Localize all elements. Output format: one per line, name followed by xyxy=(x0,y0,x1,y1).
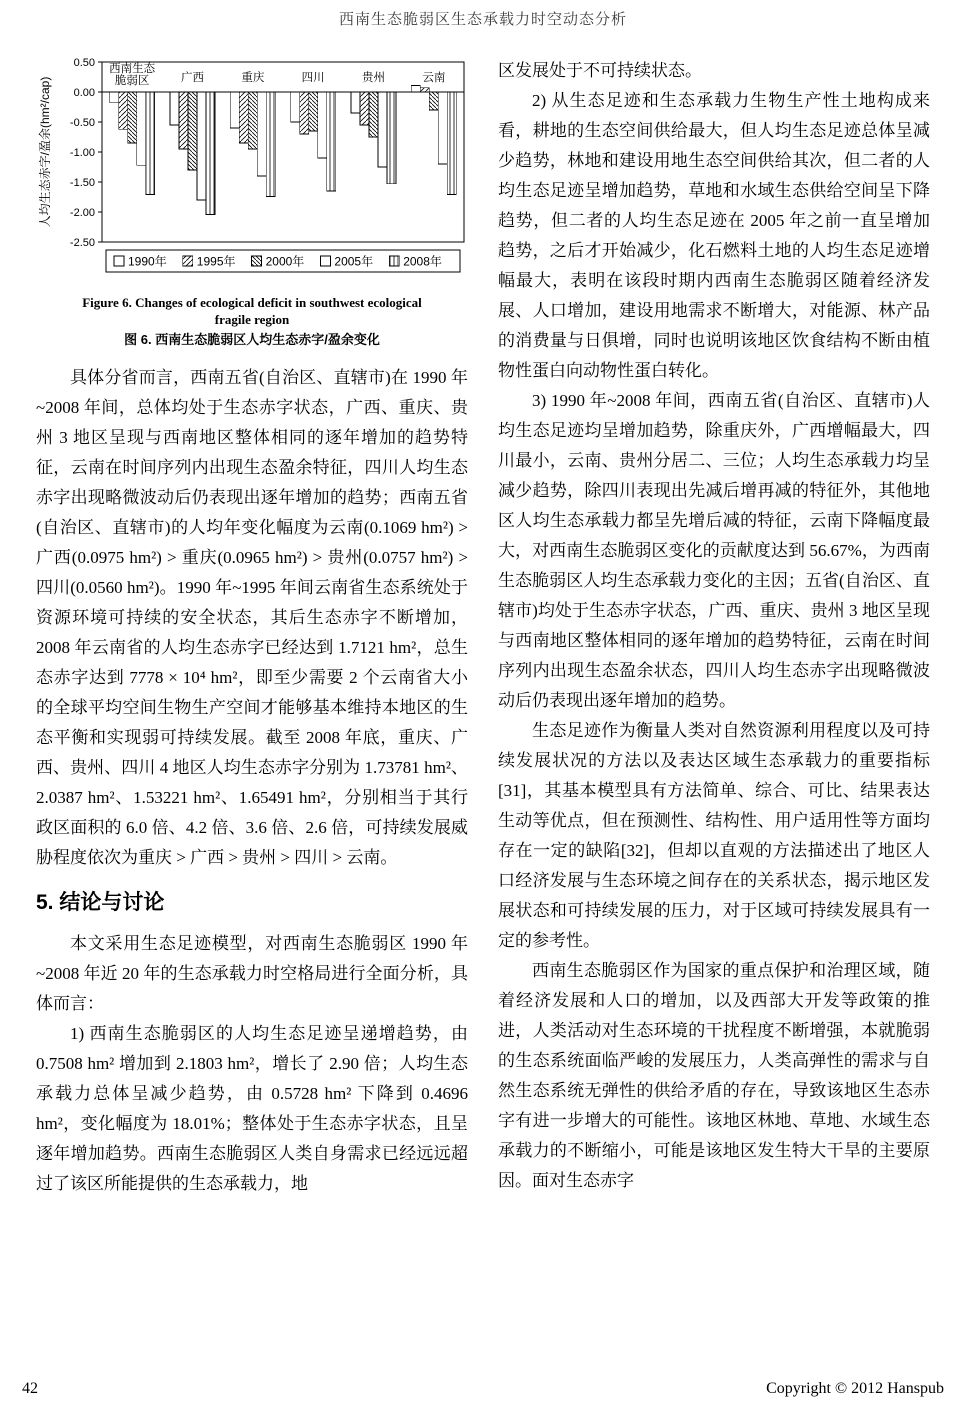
two-column-content xyxy=(36,56,930,1199)
figure-caption-zh: 图 6. 西南生态脆弱区人均生态赤字/盈余变化 xyxy=(124,332,380,347)
svg-text:2008年: 2008年 xyxy=(403,254,442,269)
right-column xyxy=(498,56,930,1199)
paragraph-region-discussion: 西南生态脆弱区作为国家的重点保护和治理区域，随着经济发展和人口的增加，以及西部大开发等政策的推进，人类活动对生态环境的干扰程度不断增强，本就脆弱的生态系统面临严峻的发展压力，人类高弹性的需求与自然生态系统无弹性的供给矛盾的存在，导致该地区生态赤字有进一步增大的可能性。该地区林地、草地、水域生态承载力的不断缩小，可能是该地区发生特大干旱的主要原因。面对生态赤字 xyxy=(498,961,930,1190)
page-number: 42 xyxy=(22,1380,38,1397)
svg-text:贵州: 贵州 xyxy=(362,72,385,84)
figure-caption-en-line1: Figure 6. Changes of ecological deficit in southwest ecological xyxy=(82,295,422,310)
svg-text:-2.00: -2.00 xyxy=(69,207,95,219)
svg-text:云南: 云南 xyxy=(422,72,446,84)
svg-text:-2.50: -2.50 xyxy=(69,237,95,249)
figure6-block xyxy=(36,56,468,349)
figure6-chart xyxy=(36,56,470,288)
paragraph-conclusion-1-continued: 区发展处于不可持续状态。 xyxy=(498,61,702,80)
paragraph-footprint-discussion: 生态足迹作为衡量人类对自然资源利用程度以及可持续发展状况的方法以及表达区域生态承载力的重要指标[31]，其基本模型具有方法简单、综合、可比、结果表达生动等优点，但在预测性、结构性、用户适用性等方面均存在一定的缺陷[32]，但却以直观的方法描述出了地区人口经济发展与生态环境之间存在的关系状态，揭示地区发展状态和可持续发展的压力，对于区域可持续发展具有一定的参考性。 xyxy=(498,721,930,950)
paragraph-conclusion-1: 1) 西南生态脆弱区的人均生态足迹呈递增趋势，由 0.7508 hm² 增加到 2.1803 hm²，增长了 2.90 倍；人均生态承载力总体呈减少趋势，由 0.5728 hm² 下降到 0.4696 hm²，变化幅度为 18.01%；整体处于生态赤字状态，且呈逐年增加趋势。西南生态脆弱区人类自身需求已经远远超过了该区所能提供的生态承载力，地 xyxy=(36,1024,468,1193)
figure6-caption xyxy=(36,294,468,349)
figure-caption-en-line2: fragile region xyxy=(214,312,290,327)
bar-chart-svg xyxy=(36,56,470,278)
svg-text:2005年: 2005年 xyxy=(334,254,374,269)
svg-text:1995年: 1995年 xyxy=(196,254,236,269)
svg-text:-1.00: -1.00 xyxy=(69,147,95,159)
svg-text:西南生态: 西南生态 xyxy=(109,63,156,75)
svg-text:四川: 四川 xyxy=(301,72,325,84)
svg-text:1990年: 1990年 xyxy=(128,254,167,269)
svg-text:重庆: 重庆 xyxy=(241,72,265,84)
running-head-title: 西南生态脆弱区生态承载力时空动态分析 xyxy=(338,12,627,28)
page-footer xyxy=(22,1380,944,1398)
left-column xyxy=(36,56,468,1199)
svg-text:广西: 广西 xyxy=(181,72,204,84)
paragraph-conclusion-3: 3) 1990 年~2008 年间，西南五省(自治区、直辖市)人均生态足迹均呈增加趋势，除重庆外，广西增幅最大，四川最小，云南、贵州分居二、三位；人均生态承载力均呈减少趋势，除四川表现出先减后增再减的特征外，其他地区人均生态承载力都呈先增后减的特征，云南下降幅度最大，对西南生态脆弱区变化的贡献度达到 56.67%，为西南生态脆弱区人均生态承载力变化的主因；五省(自治区、直辖市)均处于生态赤字状态，广西、重庆、贵州 3 地区呈现与西南地区整体相同的逐年增加的趋势特征，云南在时间序列内出现生态盈余状态，四川人均生态赤字出现略微波动后仍表现出逐年增加的趋势。 xyxy=(498,391,930,710)
paragraph-provinces-detail: 具体分省而言，西南五省(自治区、直辖市)在 1990 年~2008 年间，总体均处于生态赤字状态，广西、重庆、贵州 3 地区呈现与西南地区整体相同的逐年增加的趋势特征，云南在时间序列内出现生态盈余特征，四川人均生态赤字出现略微波动后仍表现出逐年增加的趋势；西南五省(自治区、直辖市)的人均年变化幅度为云南(0.1069 hm²) > 广西(0.0975 hm²) > 重庆(0.0965 hm²) > 贵州(0.0757 hm²) > 四川(0.0560 hm²)。1990 年~1995 年间云南省生态系统处于资源环境可持续的安全状态，其后生态赤字不断增加，2008 年云南省的人均生态赤字已经达到 1.7121 hm²，总生态赤字达到 7778 × 10⁴ hm²，即至少需要 2 个云南省大小的全球平均空间生物生产空间才能够基本维持本地区的生态平衡和实现弱可持续发展。截至 2008 年底，重庆、广西、贵州、四川 4 地区人均生态赤字分别为 1.73781 hm²、2.0387 hm²、1.53221 hm²、1.65491 hm²，分别相当于其行政区面积的 6.0 倍、4.2 倍、3.6 倍、2.6 倍，可持续发展威胁程度依次为重庆 > 广西 > 贵州 > 四川 > 云南。 xyxy=(36,368,468,867)
svg-text:人均生态赤字/盈余(hm²/cap): 人均生态赤字/盈余(hm²/cap) xyxy=(38,76,52,228)
svg-text:脆弱区: 脆弱区 xyxy=(114,75,150,87)
paragraph-conclusion-2: 2) 从生态足迹和生态承载力生物生产性土地构成来看，耕地的生态空间供给最大，但人均生态足迹总体呈减少趋势，林地和建设用地生态空间供给其次，但二者的人均生态足迹呈增加趋势，草地和水域生态供给空间呈下降趋势，但二者的人均生态足迹在 2005 年之前一直呈增加趋势，之后才开始减少，化石燃料土地的人均生态足迹增幅最大，表明在该段时期内西南生态脆弱区随着经济发展、人口增加，建设用地需求不断增大，对能源、林产品的消费量与日俱增，同时也说明该地区饮食结构不断由植物性蛋白向动物性蛋白转化。 xyxy=(498,91,930,380)
svg-text:-0.50: -0.50 xyxy=(69,117,95,129)
svg-text:0.50: 0.50 xyxy=(73,57,95,69)
section-heading-conclusion: 5. 结论与讨论 xyxy=(36,891,165,914)
paragraph-method-summary: 本文采用生态足迹模型，对西南生态脆弱区 1990 年~2008 年近 20 年的生态承载力时空格局进行全面分析，具体而言： xyxy=(36,934,468,1013)
svg-text:0.00: 0.00 xyxy=(73,87,95,99)
copyright-notice: Copyright © 2012 Hanspub xyxy=(766,1380,944,1397)
svg-text:2000年: 2000年 xyxy=(265,254,305,269)
svg-text:-1.50: -1.50 xyxy=(69,177,95,189)
